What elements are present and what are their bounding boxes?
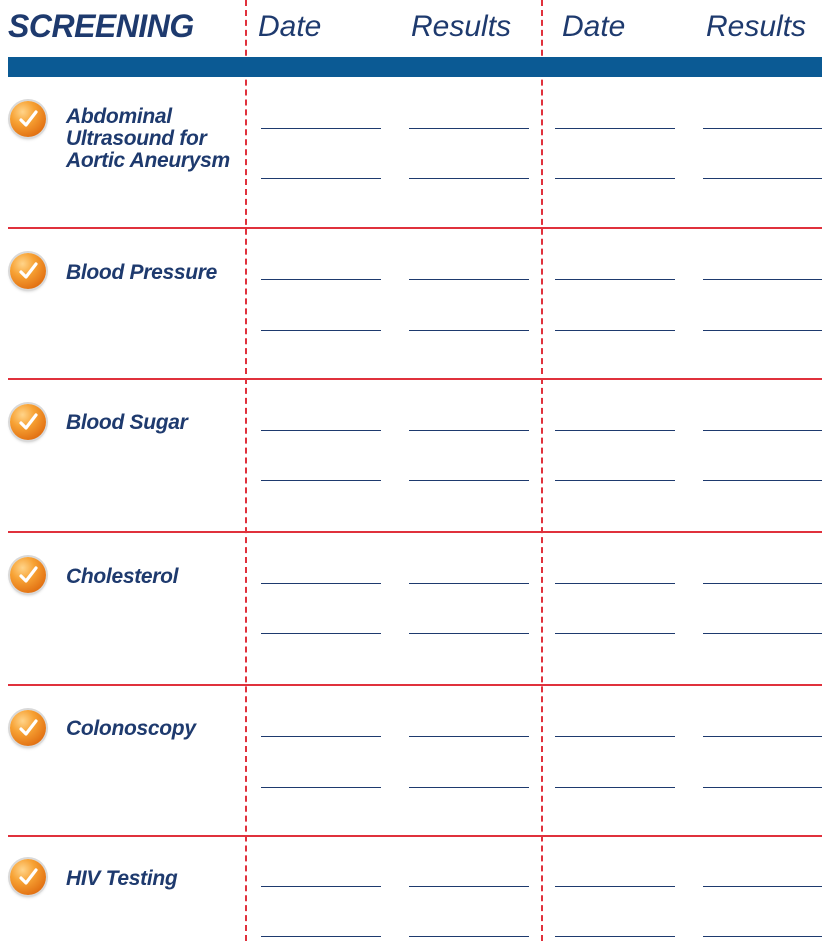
results-blank[interactable] bbox=[409, 787, 529, 788]
screening-row bbox=[0, 79, 822, 229]
date-blank[interactable] bbox=[555, 936, 675, 937]
date-blank[interactable] bbox=[261, 279, 381, 280]
results-blank[interactable] bbox=[409, 583, 529, 584]
screening-label: Abdominal Ultrasound for Aortic Aneurysm bbox=[66, 105, 230, 172]
date-blank[interactable] bbox=[261, 480, 381, 481]
date-blank[interactable] bbox=[555, 736, 675, 737]
results-blank[interactable] bbox=[409, 128, 529, 129]
results-blank[interactable] bbox=[703, 886, 822, 887]
date-blank[interactable] bbox=[261, 430, 381, 431]
screening-label: Cholesterol bbox=[66, 565, 179, 588]
date-blank[interactable] bbox=[261, 330, 381, 331]
date-blank[interactable] bbox=[555, 787, 675, 788]
checkmark-icon bbox=[10, 404, 46, 440]
date-blank[interactable] bbox=[555, 330, 675, 331]
date-blank[interactable] bbox=[261, 178, 381, 179]
header-results-1: Results bbox=[411, 10, 512, 43]
screening-row bbox=[0, 533, 822, 683]
results-blank[interactable] bbox=[703, 178, 822, 179]
date-blank[interactable] bbox=[261, 583, 381, 584]
results-blank[interactable] bbox=[409, 886, 529, 887]
results-blank[interactable] bbox=[703, 787, 822, 788]
date-blank[interactable] bbox=[555, 128, 675, 129]
results-blank[interactable] bbox=[703, 633, 822, 634]
screening-row bbox=[0, 837, 822, 941]
header-title: SCREENING bbox=[8, 8, 194, 44]
screening-label: HIV Testing bbox=[66, 867, 178, 890]
screening-label: Blood Sugar bbox=[66, 411, 188, 434]
date-blank[interactable] bbox=[555, 480, 675, 481]
date-blank[interactable] bbox=[261, 736, 381, 737]
results-blank[interactable] bbox=[703, 480, 822, 481]
screening-row bbox=[0, 380, 822, 530]
date-blank[interactable] bbox=[261, 128, 381, 129]
screening-label: Blood Pressure bbox=[66, 261, 218, 284]
header-results-2: Results bbox=[706, 10, 807, 43]
header-date-2: Date bbox=[562, 10, 626, 43]
date-blank[interactable] bbox=[555, 583, 675, 584]
results-blank[interactable] bbox=[409, 430, 529, 431]
results-blank[interactable] bbox=[703, 736, 822, 737]
date-blank[interactable] bbox=[555, 633, 675, 634]
date-blank[interactable] bbox=[261, 936, 381, 937]
results-blank[interactable] bbox=[409, 633, 529, 634]
checkmark-icon bbox=[10, 101, 46, 137]
results-blank[interactable] bbox=[409, 178, 529, 179]
date-blank[interactable] bbox=[555, 430, 675, 431]
results-blank[interactable] bbox=[409, 330, 529, 331]
table-header bbox=[0, 0, 822, 56]
date-blank[interactable] bbox=[555, 178, 675, 179]
results-blank[interactable] bbox=[409, 279, 529, 280]
results-blank[interactable] bbox=[409, 736, 529, 737]
date-blank[interactable] bbox=[261, 886, 381, 887]
results-blank[interactable] bbox=[409, 936, 529, 937]
checkmark-icon bbox=[10, 557, 46, 593]
results-blank[interactable] bbox=[703, 330, 822, 331]
checkmark-icon bbox=[10, 859, 46, 895]
checkmark-icon bbox=[10, 253, 46, 289]
results-blank[interactable] bbox=[703, 128, 822, 129]
results-blank[interactable] bbox=[703, 583, 822, 584]
results-blank[interactable] bbox=[409, 480, 529, 481]
screening-label: Colonoscopy bbox=[66, 717, 196, 740]
date-blank[interactable] bbox=[261, 633, 381, 634]
screening-row bbox=[0, 229, 822, 379]
date-blank[interactable] bbox=[555, 886, 675, 887]
results-blank[interactable] bbox=[703, 430, 822, 431]
screening-row bbox=[0, 686, 822, 836]
date-blank[interactable] bbox=[555, 279, 675, 280]
results-blank[interactable] bbox=[703, 279, 822, 280]
header-bar bbox=[8, 57, 822, 77]
header-date-1: Date bbox=[258, 10, 322, 43]
checkmark-icon bbox=[10, 710, 46, 746]
results-blank[interactable] bbox=[703, 936, 822, 937]
date-blank[interactable] bbox=[261, 787, 381, 788]
